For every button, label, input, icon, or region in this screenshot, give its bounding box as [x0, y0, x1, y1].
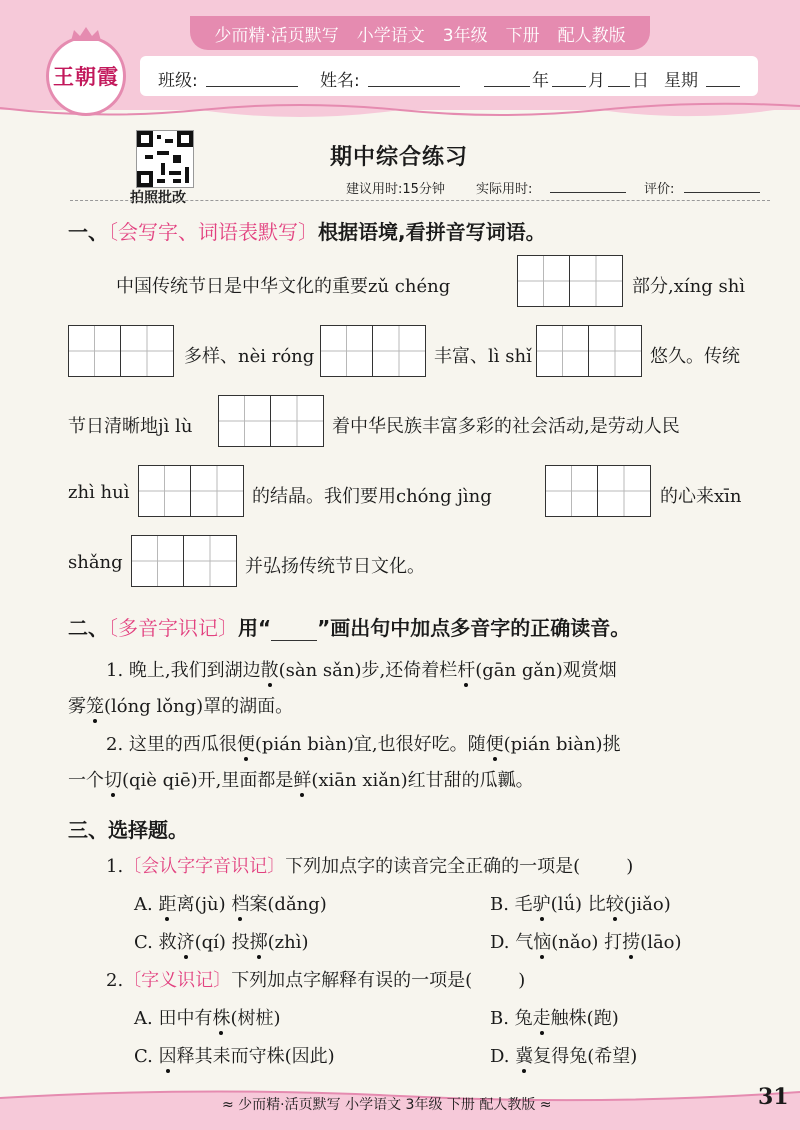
char-cell[interactable]	[191, 466, 243, 516]
s3-q1-optionD[interactable]	[490, 928, 682, 954]
char-cell[interactable]	[321, 326, 373, 376]
section1-heading	[68, 216, 546, 245]
dotted-char: 因	[158, 1046, 177, 1067]
class-field[interactable]	[206, 70, 298, 87]
name-label: 姓名:	[320, 71, 360, 91]
dotted-char: 捞	[622, 932, 641, 953]
paren: )	[626, 856, 634, 877]
q2-text: 下列加点字解释有误的一项是(	[231, 970, 473, 991]
s1-text-3: 多样、nèi róng	[184, 346, 315, 367]
text: 1. 晚上,我们到湖边	[106, 660, 261, 681]
divider	[70, 200, 770, 201]
char-cell[interactable]	[570, 256, 622, 306]
s3-q2-optionA[interactable]	[134, 1004, 281, 1030]
section2-instruction-b: ”画出句中加点多音字的正确读音。	[317, 616, 631, 640]
dotted-char: 冀	[515, 1046, 534, 1067]
char-cell[interactable]	[219, 396, 271, 446]
text: 一个	[68, 770, 104, 791]
char-cell[interactable]	[589, 326, 641, 376]
answer-box-lishi[interactable]	[536, 325, 642, 377]
answer-box-xingshi[interactable]	[68, 325, 174, 377]
series-name: 少而精·活页默写	[214, 25, 339, 46]
s3-q2-optionC[interactable]	[134, 1042, 335, 1068]
week-field[interactable]	[706, 70, 740, 87]
text: (gān gǎn)观赏烟	[475, 660, 617, 681]
s1-text-7: 着中华民族丰富多彩的社会活动,是劳动人民	[332, 416, 680, 437]
text: (qiè qiē)开,里面都是	[122, 770, 294, 791]
year-field[interactable]	[484, 70, 530, 87]
dotted-char: 济	[176, 932, 195, 953]
suggested-time: 建议用时:15分钟	[346, 182, 445, 197]
dotted-char: 杆	[457, 660, 476, 681]
text: B. 毛	[490, 894, 533, 915]
text: C.	[134, 1046, 159, 1067]
text: D. 气	[490, 932, 534, 953]
dotted-char: 便	[485, 734, 504, 755]
text: 复得兔(希望)	[533, 1046, 638, 1067]
char-cell[interactable]	[139, 466, 191, 516]
answer-box-chongjing[interactable]	[545, 465, 651, 517]
answer-box-zhihui[interactable]	[138, 465, 244, 517]
s1-text-1: 中国传统节日是中华文化的重要zǔ chéng	[116, 276, 451, 297]
text: A. 田中有	[134, 1008, 213, 1029]
text: C. 救	[134, 932, 177, 953]
text: (lāo)	[640, 932, 682, 953]
s3-q2-optionB[interactable]	[490, 1004, 619, 1030]
char-cell[interactable]	[373, 326, 425, 376]
text: 雾	[68, 696, 86, 717]
s1-text-4: 丰富、lì shǐ	[434, 346, 532, 367]
char-cell[interactable]	[121, 326, 173, 376]
s3-q1-optionB[interactable]	[490, 890, 671, 916]
s1-text-8: zhì huì	[68, 482, 130, 503]
answer-box-zucheng[interactable]	[517, 255, 623, 307]
q1-tag: 〔会认字字音识记〕	[123, 856, 286, 877]
qr-code-icon	[137, 131, 193, 187]
q2-tag: 〔字义识记〕	[123, 970, 232, 991]
q-num: 1.	[106, 856, 124, 877]
s2-q2-line1	[106, 730, 621, 756]
series-subject: 小学语文	[356, 25, 425, 46]
char-cell[interactable]	[271, 396, 323, 446]
q1-text: 下列加点字的读音完全正确的一项是(	[285, 856, 581, 877]
dotted-char: 走	[532, 1008, 551, 1029]
name-field[interactable]	[368, 70, 460, 87]
brand-logo	[46, 36, 126, 116]
text: B. 兔	[490, 1008, 533, 1029]
actual-time-field[interactable]	[550, 180, 626, 193]
qr-label: 拍照批改	[130, 190, 186, 206]
actual-time-label: 实际用时:	[476, 182, 533, 197]
dotted-char: 散	[260, 660, 279, 681]
dotted-char: 距	[158, 894, 177, 915]
dotted-char: 掷	[249, 932, 268, 953]
char-cell[interactable]	[69, 326, 121, 376]
char-cell[interactable]	[184, 536, 236, 586]
s2-q1-line2	[68, 692, 293, 718]
series-edition: 配人教版	[557, 25, 626, 46]
s1-text-6: 节日清晰地jì lù	[68, 416, 193, 437]
dotted-char: 笼	[86, 696, 104, 717]
section1-tag: 〔会写字、词语表默写〕	[108, 220, 318, 244]
section3-heading: 三、选择题。	[68, 818, 188, 842]
text: 离(jù)	[176, 894, 232, 915]
text: 触株(跑)	[550, 1008, 619, 1029]
s1-text-2: 部分,xíng shì	[632, 276, 746, 297]
char-cell[interactable]	[518, 256, 570, 306]
char-cell[interactable]	[537, 326, 589, 376]
text: (lóng lǒng)罩的湖面。	[104, 696, 294, 717]
header-wave	[0, 96, 800, 126]
qr-code[interactable]	[136, 130, 194, 188]
evaluation-field[interactable]	[684, 180, 760, 193]
s3-q1-optionA[interactable]	[134, 890, 327, 916]
text: (zhì)	[267, 932, 309, 953]
text: (nǎo) 打	[551, 932, 623, 953]
text: A.	[134, 894, 159, 915]
dotted-char: 株	[212, 1008, 231, 1029]
page-number: 31	[758, 1084, 789, 1110]
text: (xiān xiǎn)红甘甜的瓜瓤。	[311, 770, 534, 791]
dotted-char: 较	[605, 894, 624, 915]
s2-q1-line1	[106, 656, 617, 682]
series-grade: 3年级	[442, 25, 488, 46]
text: (qí) 投	[194, 932, 250, 953]
q-num: 2.	[106, 970, 124, 991]
evaluation-label: 评价:	[644, 182, 675, 197]
logo-brand-text: 王朝霞	[53, 64, 119, 89]
s1-text-11: shǎng	[68, 552, 123, 573]
text: D.	[490, 1046, 516, 1067]
page-title: 期中综合练习	[330, 145, 469, 170]
section2-tag: 〔多音字识记〕	[108, 616, 238, 640]
month-label: 月	[588, 71, 605, 91]
dotted-char: 便	[236, 734, 255, 755]
dotted-char: 切	[104, 770, 122, 791]
text: (pián biàn)宜,也很好吃。随	[254, 734, 486, 755]
s1-text-10: 的心来xīn	[660, 486, 742, 507]
dotted-char: 鲜	[293, 770, 312, 791]
section2-heading	[68, 612, 630, 641]
year-label: 年	[532, 71, 549, 91]
char-cell[interactable]	[546, 466, 598, 516]
text: 2. 这里的西瓜很	[106, 734, 237, 755]
section2-instruction-a: 用“	[238, 616, 272, 640]
series-volume: 下册	[505, 25, 540, 46]
dotted-char: 驴	[532, 894, 551, 915]
s3-q2	[106, 966, 525, 992]
dotted-char: 档	[231, 894, 250, 915]
s1-text-5: 悠久。传统	[650, 346, 740, 367]
section1-num: 一、	[68, 220, 108, 244]
s1-text-9: 的结晶。我们要用chóng jìng	[252, 486, 492, 507]
text: 案(dǎng)	[249, 894, 327, 915]
text: (sàn sǎn)步,还倚着栏	[278, 660, 458, 681]
char-cell[interactable]	[598, 466, 650, 516]
paren: )	[518, 970, 526, 991]
text: (jiǎo)	[623, 894, 671, 915]
answer-box-xinshang[interactable]	[131, 535, 237, 587]
week-label: 星期	[664, 71, 698, 91]
student-info-bar	[140, 56, 758, 96]
series-title	[190, 16, 650, 50]
day-label: 日	[632, 71, 649, 91]
dotted-char: 恼	[533, 932, 552, 953]
s1-text-12: 并弘扬传统节日文化。	[245, 556, 425, 577]
s3-q2-optionD[interactable]	[490, 1042, 637, 1068]
answer-box-jilu[interactable]	[218, 395, 324, 447]
s2-q2-line2	[68, 766, 534, 792]
class-label: 班级:	[158, 71, 198, 91]
day-field[interactable]	[608, 70, 630, 87]
s3-q1-optionC[interactable]	[134, 928, 309, 954]
char-cell[interactable]	[132, 536, 184, 586]
text: (pián biàn)挑	[503, 734, 621, 755]
text: (树桩)	[230, 1008, 281, 1029]
section1-instruction: 根据语境,看拼音写词语。	[318, 220, 546, 244]
s3-q1	[106, 852, 633, 878]
text: (lǘ) 比	[550, 894, 606, 915]
footer-series: ≈ 少而精·活页默写 小学语文 3年级 下册 配人教版 ≈	[222, 1097, 552, 1113]
crown-icon	[69, 26, 103, 42]
underline-sample	[271, 622, 317, 641]
month-field[interactable]	[552, 70, 586, 87]
text: 释其耒而守株(因此)	[176, 1046, 335, 1067]
section2-num: 二、	[68, 616, 108, 640]
answer-box-neirong[interactable]	[320, 325, 426, 377]
